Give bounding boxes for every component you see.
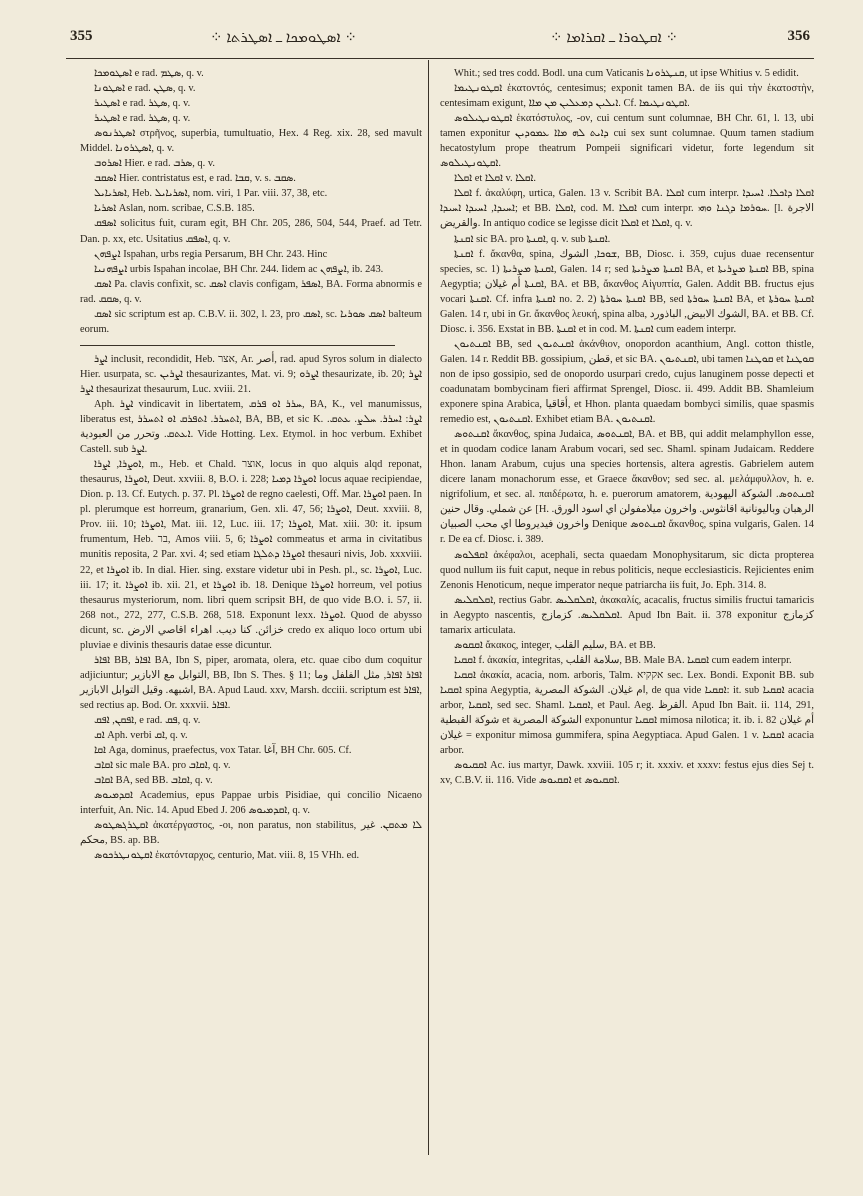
- dictionary-entry: ܐܨܪ inclusit, recondidit, Heb. אצר, Ar. أصر, rad. apud Syros solum in dialecto Hier. usurpata, sc. ܐܨܪܝܢ thesaurizantes, Mat. vi. 9; ܐܨܪܘ thesaurizate, ib. 20; ܐܨܪ ܐܨܪ thesaurizat thesaurum, Luc. xviii. 21.: [80, 353, 423, 395]
- dictionary-entry: ܐܣܛܘܡܟܐ e rad. ܣܛܡ, q. v.: [94, 68, 204, 79]
- dictionary-entry: ܐܩܐܒ BA, sed BB. ܐܩܐܒ, q. v.: [94, 775, 213, 787]
- dictionary-entry: ܐܩܕܡܝܘܣ Academius, epus Pappae urbis Pisidiae, qui concilio Nicaeno interfuit, An. Nic. 14. Apud Ebed J. 206 ܐܩܕܡܝܘܣ, q. v.: [80, 790, 422, 817]
- dictionary-entry: ܐܩܠܩܠܝܣ, rectius Gabr. ܐܩܠܩܠܝܣ, ἀκακαλίς, acacalis, fructus similis fructui tamaricis in Aegypto nascentis, ܐܩܠܩܠܝܣ. كزمازج. Apud Ibn Bait. ii. 378 exponitur كزمازج tamarix articulata.: [440, 594, 814, 636]
- dictionary-entry: ܐܩܐܒ sic male BA. pro ܐܩܐܒ, q. v.: [94, 760, 231, 772]
- dictionary-entry: ܐܣܛܪܢܘܣ στρῆνος, superbia, tumultuatio, Hex. 4 Reg. xix. 28, sed mavult Middel. ܐܣܛܪܘܢܐ, q. v.: [80, 128, 422, 155]
- dictionary-entry: ܐܩܛܘܢܛܝܠܘܣ ἑκατόστυλος, -ον, cui centum sunt columnae, BH Chr. 61, l. 13, ubi tamen exponitur ܕܐܝܬ ܠܗ ܡܐܐ ܥܡܘܕܝܢ cui sex sunt columnae. Quum tamen stadium hecatostylum prope theatrum Pompeii significari videtur, forte legendum sit ܐܩܛܘܢܛܝܠܘܣ.: [440, 113, 814, 170]
- dictionary-entry: ܐܩ Aph. verbi ܐܩ, q. v.: [94, 730, 188, 742]
- right-column: [440, 66, 814, 788]
- dictionary-entry: ܐܦܐܪ BB, ܐܦܐܪ BA, Ibn S, piper, aromata, olera, etc. quae cibo dum coquitur adjiciuntur; التوابل مع الابازير, BB, Ibn S. Thes. § 11; ܐܦܐܪ ܐܦܐܪ, مثل الفلفل وما اشبهه. وقيل التوابل الابازير, BA. Apud Laud. xxv, Marsh. dcciii. scriptum est ܐܦܐܪ, sed rectius ap. Bod. Or. xxxvii. ܐܦܐܪ.: [80, 654, 423, 711]
- dictionary-entry: ܐܩܢܬܘܣ ἄκανθος, spina Judaica, ܐܩܢܬܘܣ, BA. et BB, qui addit melamphyllon esse, et in quodam codice lanam Arabum vocari, sed sec. Shaml. spinam Judaicam. Reddere Hhon. lanam Arabum, cujus una species hortensis, altera agrestis. Gabrielem autem dicere lanam monachorum esse, et Graece ἄκανθον; sed sec. al. μελάμφυλλον, h. e. nigrifolium, et sec. al. παιδέρωτα, h. e. puerorum amatorem, ܐܩܢܬܘܣ. الشوكة اليهودية عن شملي. وقال حنين [H. الرهبان وباليونانية اقانثوس. واخرون ميلامفولن اي اسود الورق. واخرون فيديروطا اي محب الصبيان Denique ܐܩܢܬܘܣ ἄκανθος, spina vulgaris, Galen. 14 r. De ea cf. Diosc. i. 389.: [440, 429, 815, 546]
- dictionary-entry: ܐܨܦܗܢ Ispahan, urbs regia Persarum, BH Chr. 243. Hinc: [94, 248, 328, 260]
- dictionary-entry: ܐܣܩܒ Hier. contristatus est, e rad. ܩܒܐ, v. s. ܣܩܒ.: [94, 173, 296, 185]
- column-divider: [428, 60, 429, 1155]
- dictionary-entry: ܐܣܛܝܪ e rad. ܣܛܪ, q. v.: [94, 98, 191, 110]
- dictionary-entry: ܐܩܩܝܘܣ Ac. ius martyr, Dawk. xxviii. 105 r; it. xxxiv. et xxxv: festus ejus dies Sej t. xv, C.B.V. ii. 116. Vide ܐܩܩܝܘܣ et ܐܩܩܝܘܣ.: [440, 760, 814, 787]
- dictionary-entry: ܐܘܨܪܐ, ܐܨܪܐ, m., Heb. et Chald. אוצר, locus in quo alquis alqd reponat, thesaurus, ܐܘܨܪܐ, Deut. xxviii. 8, B.O. i. 228; ܐܘܨܪܐ ܕܡܝܐ locus aquae recipiendae, Dion. p. 13. Cf. Eutych. p. 37. Pl. ܐܘܨܪܐ de regno caelesti, Off. Mar. ܐܘܨܪܐ paen. In pl. plerumque est horreum, granarium, Gen. xli. 47, 56; ܐܘܨܪܐ, Deut. xxviii. 8, Prov. iii. 10; ܐܘܨܪܐ, Mat. iii. 12, Luc. iii. 17; ܐܘܨܪܐ, Mat. xiii. 30: it. ipsum frumentum, Heb. בר, Amos viii. 5, 6; ܐܘܨܪܐ commeatus et arma in civitatibus munitis reposita, 2 Par. xvi. 4; sed etiam ܐܘܨܪܐ ܕܬܠܓܐ thesauri nivis, Job. xxxviii. 22, et ܐܘܨܪܐ ib. In dial. Hier. sing. exstare videtur ubi in Pesh. pl., sc. ܐܘܨܪܐ, Luc. iii. 17; it. ܐܘܨܪܐ ib. xii. 21, et ܐܘܨܪܐ ib. 18. Denique ܐܘܨܪܐ horreum, vel potius thesaurus mysteriorum, nom. libri quem scripsit BH, de quo vide B.O. i. 57, ii. 268 not., 272, 277, C.S.B. 268, 518. Exponunt lexx. ܐܘܨܪܐ. Quod de abysso dicunt, sc. خزائن. كنا ديب. اهراء اقاصي الارض credo ex aliquo loco ortum ubi pluviae e divinis thesauris datae esse dicuntur.: [80, 459, 423, 651]
- dictionary-entry: ܐܩܛܘܢܛܝܡܐ ἑκατοντός, centesimus; exponit tamen BA. de iis qui τὴν ἑκατοστὴν, centesimam exigunt, ܐܝܠܝܢ ܕܡܥܠܝܢ ܡܢ ܡܐܐ. Cf. ܐܩܛܘܢܛܝܡܐ.: [440, 83, 814, 110]
- dictionary-entry: ܐܣܪܘܒ Hier. e rad. ܣܪܒ, q. v.: [94, 158, 215, 170]
- dictionary-entry: ܐܩܠܐ f. ἀκαλύφη, urtica, Galen. 13 v. Scribit BA. ܐܩܠܐ cum interpr. ܐܩܠܐ ܕܐܟܠܐ. ܐܚܝܕܐ ܐܚܝܕܐ, ܐܚܝܕܐ ܐܚܝܕܐ; et BB. ܐܩܠܐ, cod. M. ܐܩܠܐ cum interpr. ܚܘܪܡܐ ܕܓܢܐ ܘܗܝ. [l. الاجرة والقريض. In antiquo codice se legisse dicit ܐܩܠܐ et ܐܩܠܐ, q. v.: [440, 188, 814, 230]
- dictionary-entry: ܐܩܐ Aga, dominus, praefectus, vox Tatar. آغا, BH Chr. 605. Cf.: [94, 745, 352, 757]
- dictionary-entry: ܐܩܛܪܓܣܛܘܣ ἀκατέργαστος, -οι, non paratus, non stabilitus, ܠܐ ܡܬܩܢ. غير محكم, BS. ap. BB.: [80, 820, 422, 847]
- dictionary-entry: ܐܣܪܝܐܝܠ, Heb. ܐܣܪܝܐܝܠ, nom. viri, 1 Par. viii. 37, 38, etc.: [94, 188, 328, 200]
- dictionary-entry: ܐܩܩܝܐ f. ἀκακία, integritas, سلامة القلب, BB. Male BA. ܐܩܩܝܐ cum eadem interpr.: [454, 654, 792, 666]
- section-separator: [80, 345, 395, 346]
- dictionary-entry: ܐܣܛܝܪ e rad. ܣܛܪ, q. v.: [94, 113, 191, 125]
- running-title-right: ⁘ ܐܩܛܘܪܐ ـ ܐܩܪܐܡܐ ⁘: [550, 30, 679, 46]
- dictionary-entry: ܐܩܩܘܣ ἄκακος, integer, سليم القلب, BA. et BB.: [454, 639, 656, 651]
- left-entries: [80, 66, 422, 337]
- dictionary-entry: ܐܩܦܠܘܣ ἀκέφαλοι, acephali, secta quaedam Monophysitarum, sic dicta propterea quod nullum iis fuit caput, neque in rebus politicis, neque ecclesiasticis. Rejicientes enim Zenonis Henoticum, neque imperator neque patriarcha iis fuit, Jo. Eph. 314. 8.: [440, 549, 814, 591]
- dictionary-entry: ܐܣܩ sic scriptum est ap. C.B.V. ii. 302, l. 23, pro ܐܣܩ, sc. ܐܣܩ ܣܘܪܝܐ balteum eorum.: [80, 308, 423, 335]
- page-number-left: 355: [70, 28, 93, 44]
- dictionary-entry: ܐܩܢܬܐ sic BA. pro ܐܩܢܬܐ, q. v. sub ܐܩܢܬܐ.: [454, 233, 611, 245]
- dictionary-entry: ܐܩܩܝܐ ἀκακία, acacia, nom. arboris, Talm. אקקיא sec. Lex. Bondi. Exponit BB. sub ܐܩܩܝܐ spina Aegyptia, ام غيلان. الشوكة المصرية, de qua vide ܐܩܩܝܐ: it. sub ܐܩܩܝܐ acacia arbor, ܐܩܩܝܐ, sed sec. Shaml. ܐܩܩܝܐ, et Paul. Aeg. القرظ. Apud Ibn Bait. ii. 114, 291, شوكة القبطية et الشوكة المصرية exponuntur ܐܩܩܝܐ mimosa nilotica; it. ib. i. 82 أم غيلان = غيلان exponitur mimosa gummifera, spina Aegyptiaca. Apud Galen. 1 v. ܐܩܩܝܐ acacia arbor.: [440, 669, 815, 757]
- dictionary-entry: ܐܣܩ Pa. clavis confixit, sc. ܐܣܩ clavis configam, ܐܣܦܪ, BA. Forma abnormis e rad. ܣܩܩ, q. v.: [80, 278, 422, 305]
- left-entries-continued: [80, 352, 422, 864]
- dictionary-entry: ܐܣܛܘܢܐ e rad. ܣܛܢ, q. v.: [94, 83, 196, 95]
- dictionary-entry: ܐܩܠܐ et ܐܩܠܐ v. ܐܩܠܐ.: [454, 173, 536, 185]
- dictionary-entry: ܐܣܪܝܐ Aslan, nom. scribae, C.S.B. 185.: [94, 203, 255, 215]
- page-header: [70, 28, 810, 54]
- running-title-left: ⁘ ܐܣܛܘܡܟܐ ـ ܐܣܛܪܬܐ ⁘: [210, 30, 357, 46]
- dictionary-entry: ܐܨܦܗܢܝܐ urbis Ispahan incolae, BH Chr. 244. Iidem ac ܐܨܦܗܢ, ib. 243.: [94, 263, 384, 275]
- dictionary-entry: ܐܩܢܬܐ f. ἄκανθα, spina, ܫܘܟܐ, الشوك, BB, Diosc. i. 359, cujus duae recensentur species, sc. 1) ܐܩܢܬܐ ܡܨܪܝܬܐ, Galen. 14 r; sed ܐܩܢܬܐ ܡܨܪܝܬܐ BA, et ܐܩܢܬܐ ܡܨܪܝܬܐ BB, spina Aegyptia; ܐܩܢܬܐ أم غيلان, BA. et BB, ἄκανθος Αἰγυπτία, Galen. Addit BB. fructus ejus vocari ܐܩܢܬܐ. Cf. infra ܐܩܢܬܐ no. 2. 2) ܐܩܢܬܐ ܚܘܪܬܐ BB, sed ܐܩܢܬܐ ܚܘܪܬܐ BA, et ܐܩܢܬܐ ܚܘܪܬܐ Galen. 14 r, ubi in Gr. ἄκανθος λευκή, spina alba, الشوك الابيض, الباذورد, BA. et BB. Cf. Diosc. i. 356. Exstat in BB. ܐܩܢܬܐ et in cod. M. ܐܩܢܬܐ cum eadem interpr.: [440, 248, 815, 335]
- dictionary-entry: Aph. ܐܨܪ vindicavit in libertatem, ܚܪܪ ܐܘ ܦܪܩ, BA, K., vel manumissus, liberatus est, ܐܬܚܪܪ. ܐܬܦܪܩ ܐܘ ܐܬܚܪܪ, BA, BB, et sic K. ܐܨܪ: ܐܚܪܪ. ܚܠܨ. ܥܬܩ. ܐܥܬܩ. وتحرر من العبودية. Vide Hotting. Lex. Etymol. in hoc verbum. Exhibet Castell. sub ܐܨܪ.: [80, 398, 423, 456]
- dictionary-entry: ܐܣܦܩ solicitus fuit, curam egit, BH Chr. 205, 286, 504, 544, Praef. ad Tetr. Dan. p. xx, etc. Usitatius ܐܣܦܩ, q. v.: [80, 218, 422, 245]
- dictionary-entry: ܐܩܛܘܢܛܪܟܘܣ ἑκατόνταρχος, centurio, Mat. viii. 8, 15 VHh. ed.: [94, 850, 360, 862]
- left-column: [80, 66, 422, 863]
- dictionary-entry: Whit.; sed tres codd. Bodl. una cum Vaticanis ܩܢܛܪܘܢܐ, ut ipse Whitius v. 5 edidit.: [454, 68, 799, 79]
- page-number-right: 356: [787, 28, 810, 44]
- right-entries: [440, 66, 814, 788]
- dictionary-entry: ܐܦܩܢ, ܐܦܩ, e rad. ܦܩ, q. v.: [94, 714, 201, 726]
- dictionary-entry: ܐܩܢܬܝܘܢ BB, sed ܐܩܢܬܝܘܢ ἀκάνθιον, onopordon acanthium, Angl. cotton thistle, Galen. 14 r. Reddit BB. gossipium, قطن, et sic BA. ܐܩܢܬܝܘܢ, ubi tamen ܩܘܛܢܐ et ܩܘܛܢܐ non de ipso gossipio, sed de onopordo usurpari credo, cujus lanuginem posse depecti et coadunatam bombycinam fieri affirmat Sprengel, Diosc. ii. 499. Addit BB. Shamleium exponere spina Arabica, أقاقيا, et Hhon. planta quaedam bombyci similis, quae spasmis remedio est, ܐܩܢܬܝܘܢ. Exhibet etiam BA. ܐܩܢܬܝܘܢ.: [440, 338, 815, 426]
- header-rule: [66, 58, 814, 59]
